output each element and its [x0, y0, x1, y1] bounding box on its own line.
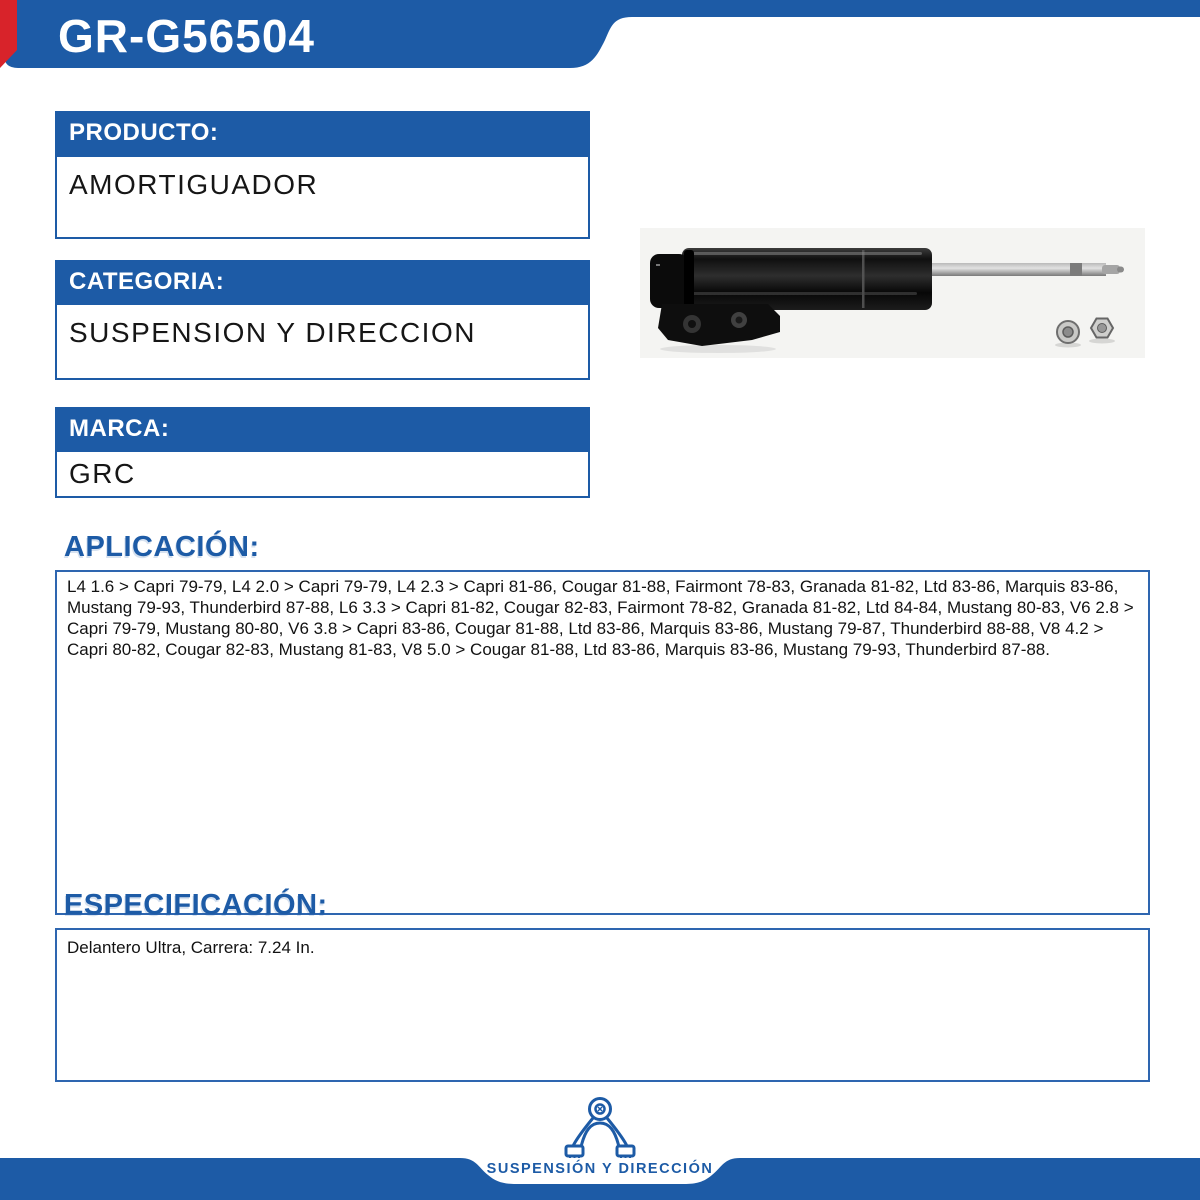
strut-end-cap	[650, 254, 688, 308]
marca-label-bar: MARCA:	[55, 407, 590, 450]
categoria-label-bar: CATEGORIA:	[55, 260, 590, 303]
part-number-title: GR-G56504	[58, 10, 316, 62]
especificacion-box: Delantero Ultra, Carrera: 7.24 In.	[55, 928, 1150, 1082]
producto-label-bar: PRODUCTO:	[55, 111, 590, 155]
marca-value-box: GRC	[55, 450, 590, 498]
aplicacion-box: L4 1.6 > Capri 79-79, L4 2.0 > Capri 79-79, L4 2.3 > Capri 81-86, Cougar 81-88, Fairmont 78-83, Granada 81-82, Ltd 83-86, Marquis 83-86, Mustang 79-93, Thunderbird 87-88, L6 3.3 > Capri 81-82, Cougar 82-83, Fairmont 78-82, Granada 81-82, Ltd 84-84, Mustang 80-83, V6 2.8 > Capri 79-79, Mustang 80-80, V6 3.8 > Capri 83-86, Cougar 81-88, Ltd 83-86, Marquis 83-86, Mustang 79-87, Thunderbird 88-88, V8 4.2 > Capri 80-82, Cougar 82-83, Mustang 81-83, V8 5.0 > Cougar 81-88, Ltd 83-86, Marquis 83-86, Mustang 79-93, Thunderbird 87-88.	[55, 570, 1150, 915]
categoria-value-box: SUSPENSION Y DIRECCION	[55, 303, 590, 380]
producto-value-box: AMORTIGUADOR	[55, 155, 590, 239]
strut-body	[682, 248, 932, 310]
product-photo	[640, 228, 1145, 358]
aplicacion-title: APLICACIÓN:	[64, 531, 260, 563]
especificacion-title: ESPECIFICACIÓN:	[64, 889, 328, 921]
control-arm-icon	[552, 1096, 648, 1162]
footer-brand-line: SUSPENSIÓN Y DIRECCIÓN	[486, 1161, 714, 1177]
